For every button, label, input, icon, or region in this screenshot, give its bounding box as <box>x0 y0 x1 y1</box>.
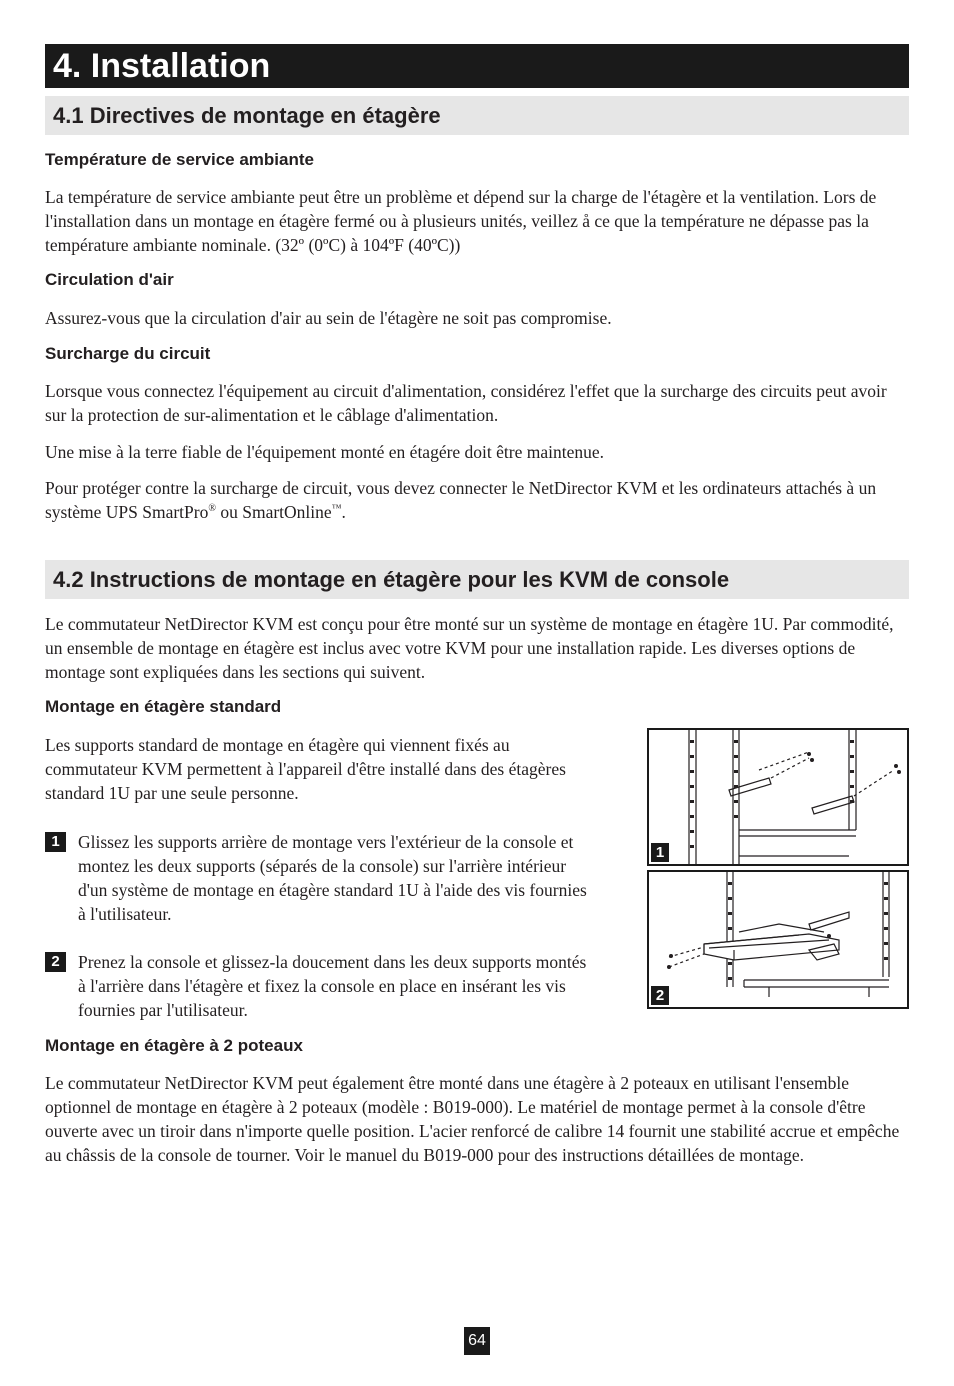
rack-illustration-1 <box>649 730 907 864</box>
step-number-badge: 2 <box>45 952 66 972</box>
figure-label: 1 <box>651 843 669 862</box>
section-heading-4-2: 4.2 Instructions de montage en étagère pour les KVM de console <box>45 560 909 599</box>
temp-heading: Température de service ambiante <box>45 150 314 169</box>
rack-illustration-2 <box>649 872 907 1007</box>
rack-figure-2 <box>647 870 909 1009</box>
trademark-mark: ™ <box>331 503 342 515</box>
page-content <box>45 44 909 135</box>
air-heading: Circulation d'air <box>45 270 174 289</box>
protect-paragraph <box>45 476 909 524</box>
temp-paragraph: La température de service ambiante peut être un problème et dépend sur la charge de l'étagère et la ventilation. Lors de l'installation dans un montage en étagère fermé ou à plusieurs unités, veillez å ce que la température ne dépasse pas la température ambiante nominale. (32º (0ºC) à 104ºF (40ºC)) <box>45 187 877 255</box>
registered-mark: ® <box>208 503 216 515</box>
standard-heading: Montage en étagère standard <box>45 697 282 716</box>
twopost-heading: Montage en étagère à 2 poteaux <box>45 1036 303 1055</box>
protect-mid: ou SmartOnline <box>215 502 332 522</box>
protect-end: . <box>341 502 346 522</box>
twopost-paragraph: Le commutateur NetDirector KVM peut également être monté dans une étagère à 2 poteaux en utilisant l'ensemble optionnel de montage en étagère à 2 poteaux (modèle : B019-000). Le matériel de montage permet à la console d'être ouverte avec un tiroir dans n'importe quelle position. L'acier renforcé de calibre 14 fournit une stabilité accrue et empêche au châssis de la console de tourner. Voir le manuel du B019-000 pour des instructions détaillées de montage. <box>45 1073 900 1165</box>
figure-label: 2 <box>651 986 669 1005</box>
page-number: 64 <box>464 1327 490 1355</box>
step-1 <box>45 830 605 930</box>
step-number-badge: 1 <box>45 832 66 852</box>
overload-heading: Surcharge du circuit <box>45 344 211 363</box>
kvm-intro-paragraph: Le commutateur NetDirector KVM est conçu pour être monté sur un système de montage en étagère 1U. Par commodité, un ensemble de montage en étagère est inclus avec votre KVM pour une installation rapide. Les diverses options de montage sont expliquées dans les sections qui suivent. <box>45 614 894 682</box>
step-2 <box>45 950 605 1025</box>
standard-paragraph: Les supports standard de montage en étagère qui viennent fixés au commutateur KVM permettent à l'appareil d'être installé dans des étagères standard 1U par une seule personne. <box>45 735 566 803</box>
ground-paragraph: Une mise à la terre fiable de l'équipement monté en étagére doit être maintenue. <box>45 442 605 462</box>
step-text: Glissez les supports arrière de montage vers l'extérieur de la console et montez les deux supports (séparés de la console) sur l'arrière intérieur d'un système de montage en étagère standard 1U à l'aide des vis fournies à l'utilisateur. <box>78 832 587 924</box>
section-heading-4-1: 4.1 Directives de montage en étagère <box>45 96 909 135</box>
rack-figure-1 <box>647 728 909 866</box>
page-title: 4. Installation <box>45 44 909 88</box>
protect-text: Pour protéger contre la surcharge de circuit, vous devez connecter le NetDirector KVM et les ordinateurs attachés à un système UPS SmartPro <box>45 478 877 522</box>
overload-paragraph: Lorsque vous connectez l'équipement au circuit d'alimentation, considérez l'effet que la surcharge des circuits peut avoir sur la protection de sur-alimentation et le câblage d'alimentation. <box>45 381 887 425</box>
air-paragraph: Assurez-vous que la circulation d'air au sein de l'étagère ne soit pas compromise. <box>45 308 612 328</box>
step-text: Prenez la console et glissez-la doucement dans les deux supports montés à l'arrière dans l'étagère et fixez la console en place en insérant les vis fournies par l'utilisateur. <box>78 952 587 1020</box>
